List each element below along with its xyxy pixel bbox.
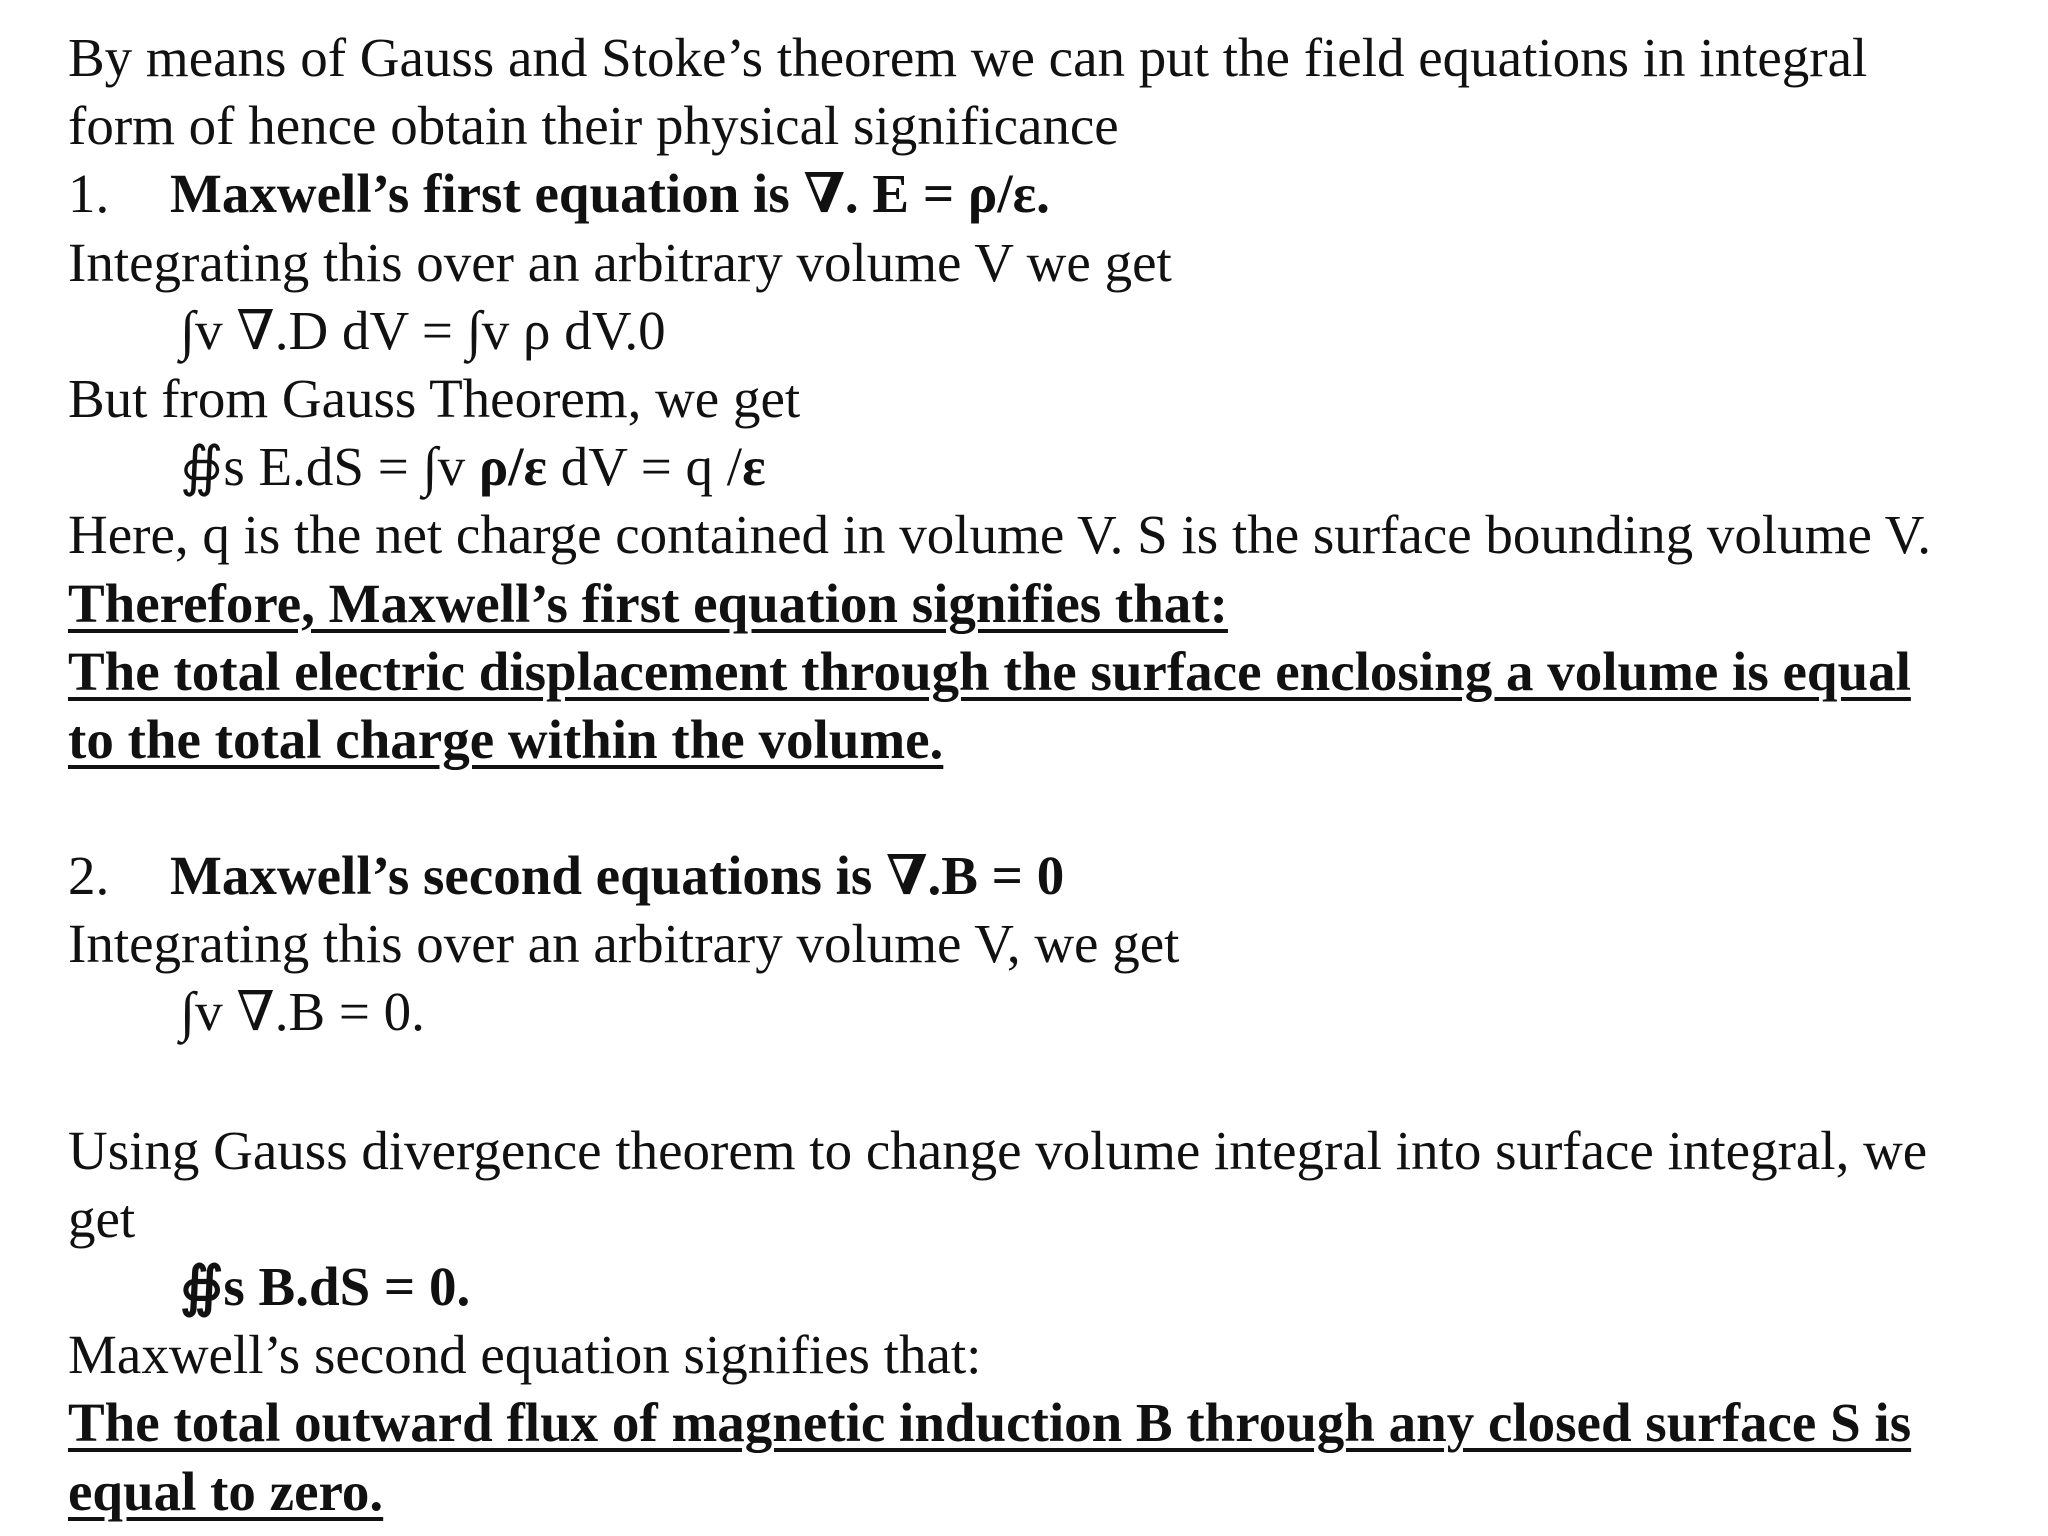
eq2-significance-line-1 — [68, 1389, 2018, 1457]
eq1-therefore: Therefore, Maxwell’s first equation signifies that: — [68, 572, 1228, 634]
document-page — [68, 24, 2018, 1526]
eq1-surface-integral-formula — [68, 433, 2018, 501]
eq1-formula2-mid: dV = q / — [547, 436, 743, 498]
eq1-integrating-text: Integrating this over an arbitrary volume V we get — [68, 231, 1172, 293]
eq2-heading-line — [68, 842, 2018, 910]
intro-line-2: form of hence obtain their physical significance — [68, 95, 1119, 157]
eq2-integrating-text: Integrating this over an arbitrary volume V, we get — [68, 913, 1180, 975]
eq2-heading: Maxwell’s second equations is ∇.B = 0 — [170, 845, 1065, 907]
eq1-number: 1. — [68, 163, 110, 225]
eq1-here-text: Here, q is the net charge contained in volume V. S is the surface bounding volume V. — [68, 504, 1932, 566]
eq2-surface-integral-formula: ∯s B.dS = 0. — [180, 1256, 471, 1317]
intro-line-1: By means of Gauss and Stoke’s theorem we can put the field equations in integral — [68, 27, 1868, 88]
eq2-significance-2: equal to zero. — [68, 1460, 384, 1522]
eq2-signifies-text: Maxwell’s second equation signifies that: — [68, 1324, 982, 1386]
eq2-using-line-2: get — [68, 1187, 136, 1249]
eq1-gauss-text: But from Gauss Theorem, we get — [68, 367, 801, 429]
section-gap — [68, 774, 2018, 842]
eq2-number: 2. — [68, 845, 110, 907]
eq1-significance-1: The total electric displacement through the surface enclosing a volume is equal — [68, 640, 1911, 702]
paragraph-gap — [68, 1047, 2018, 1117]
eq1-volume-integral-formula: ∫v ∇.D dV = ∫v ρ dV.0 — [180, 299, 666, 361]
eq1-significance-line-2 — [68, 706, 2018, 774]
eq1-significance-line-1 — [68, 638, 2018, 706]
eq1-formula2-rho-eps: ρ/ε — [478, 436, 548, 498]
eq2-using-line-1: Using Gauss divergence theorem to change volume integral into surface integral, we — [68, 1119, 1928, 1181]
eq2-volume-integral-formula: ∫v ∇.B = 0. — [180, 981, 425, 1043]
eq1-formula2-start: ∯s E.dS = ∫v — [180, 436, 479, 498]
eq1-formula2-eps: ε — [742, 436, 766, 498]
eq1-heading: Maxwell’s first equation is ∇. E = ρ/ε. — [170, 163, 1050, 225]
eq2-significance-line-2 — [68, 1458, 2018, 1526]
eq1-significance-2: to the total charge within the volume. — [68, 708, 944, 770]
eq2-significance-1: The total outward flux of magnetic induction B through any closed surface S is — [68, 1392, 1912, 1454]
eq1-therefore-line — [68, 570, 2018, 638]
eq1-heading-line — [68, 160, 2018, 228]
